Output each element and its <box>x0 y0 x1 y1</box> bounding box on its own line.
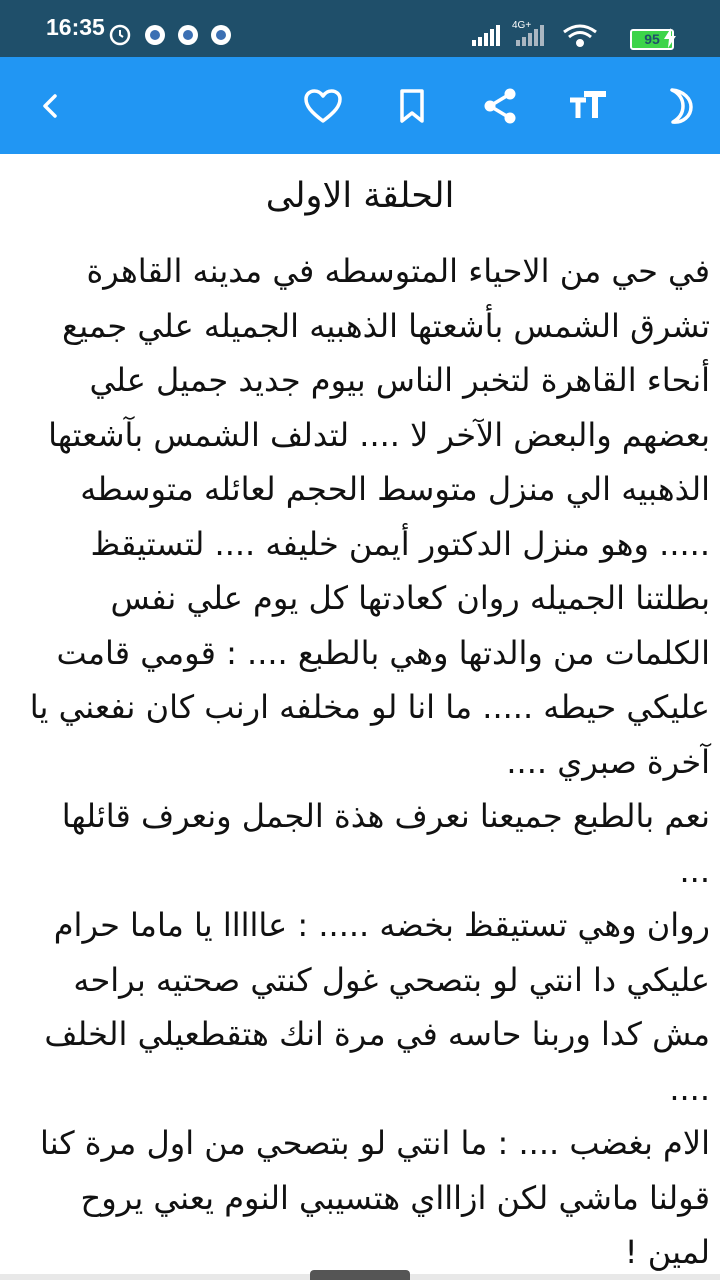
chapter-title: الحلقة الاولى <box>265 176 455 216</box>
status-bar <box>0 0 720 57</box>
alarm-icon <box>111 26 129 44</box>
text-size-icon <box>568 90 608 122</box>
paragraph: في حي من الاحياء المتوسطه في مدينه القاهرة تشرق الشمس بأشعتها الذهبيه الجميله علي جميع أنحاء القاهرة لتخبر الناس بيوم جديد جميل علي بعضهم والبعض الآخر لا .... لتدلف الشمس بآشعتها الذهبيه الي منزل متوسط الحجم لعائله متوسطه ..... وهو منزل الدكتور أيمن خليفه .... لتستيقظ بطلتنا الجميله روان كعادتها كل يوم علي نفس الكلمات من والدتها وهي بالطبع .... : قومي قامت عليكي حيطه ..... ما انا لو مخلفه ارنب كان نفعني يا آخرة صبري .... <box>29 252 710 781</box>
paragraph: نعم بالطبع جميعنا نعرف هذة الجمل ونعرف قائلها ... <box>61 797 710 890</box>
network-type: 4G+ <box>512 20 532 31</box>
share-icon <box>481 87 519 125</box>
wifi-icon <box>564 26 596 46</box>
favorite-button[interactable] <box>298 81 348 131</box>
battery-indicator: 95 <box>630 29 674 50</box>
heart-icon <box>303 88 343 124</box>
paragraph: الام بغضب .... : ما انتي لو بتصحي من اول مرة كنا قولنا ماشي لكن ازاااي هتسيبي النوم يعني يروح لمين ! <box>39 1124 710 1271</box>
night-mode-icon <box>660 87 694 125</box>
chapter-body <box>28 244 710 1280</box>
app-notification-icon <box>145 25 165 45</box>
charging-icon <box>664 28 676 48</box>
signal-icon <box>472 25 500 46</box>
text-size-button[interactable] <box>563 81 613 131</box>
app-notification-icon <box>211 25 231 45</box>
status-time: 16:35 <box>46 14 105 40</box>
scroll-handle[interactable] <box>310 1270 410 1280</box>
notification-icons <box>108 22 238 52</box>
status-right-icons <box>470 22 600 52</box>
app-notification-icon <box>178 25 198 45</box>
back-button[interactable] <box>26 81 76 131</box>
bookmark-icon <box>397 88 427 124</box>
back-arrow-icon <box>38 93 64 119</box>
night-mode-button[interactable] <box>652 81 702 131</box>
chapter-content[interactable] <box>0 154 720 1280</box>
bookmark-button[interactable] <box>387 81 437 131</box>
paragraph: روان وهي تستيقظ بخضه ..... : عااااا يا ماما حرام عليكي دا انتي لو بتصحي غول كنتي صحتيه براحه مش كدا وربنا حاسه في مرة انك هتقطعيلي الخلف .... <box>44 906 710 1108</box>
share-button[interactable] <box>475 81 525 131</box>
top-toolbar <box>0 57 720 154</box>
